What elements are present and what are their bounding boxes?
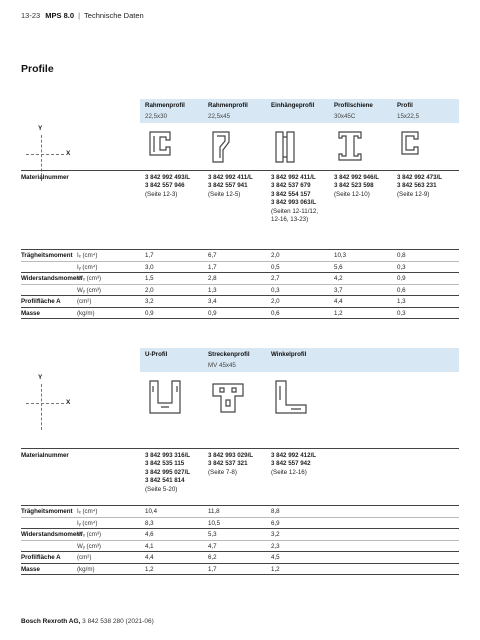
table-rule	[21, 505, 459, 506]
material-number: 3 842 557 941	[208, 182, 248, 190]
column-header: U-Profil	[145, 351, 168, 358]
axis-y-line	[41, 384, 42, 430]
page-reference: (Seite 5-20)	[145, 485, 178, 493]
page-reference: (Seite 12-10)	[334, 190, 370, 198]
column-header: Streckenprofil	[208, 351, 250, 358]
row-unit: Wᵧ (cm³)	[77, 286, 101, 294]
table-cell: 10,3	[334, 252, 347, 259]
table-cell: 1,5	[145, 275, 154, 282]
table-cell: 0,3	[397, 309, 406, 317]
table-cell: 1,7	[145, 252, 154, 259]
material-number: 3 842 992 411/L	[271, 174, 316, 181]
material-number: 3 842 535 115	[145, 460, 185, 468]
row-unit: Wᵧ (cm³)	[77, 542, 101, 550]
table-cell: 4,4	[145, 554, 154, 561]
row-label: Profilfläche A	[21, 298, 61, 305]
profile-table-1	[21, 99, 459, 319]
table-cell: 1,2	[271, 565, 280, 573]
footer-company: Bosch Rexroth AG,	[21, 618, 81, 625]
table-rule	[21, 307, 459, 308]
axis-x-label: X	[66, 150, 71, 157]
material-number-label: Materialnummer	[21, 174, 69, 181]
material-number: 3 842 993 063/L	[271, 199, 317, 207]
page-reference: (Seite 12-9)	[397, 190, 430, 198]
row-label: Profilfläche A	[21, 554, 61, 561]
table-cell: 0,3	[271, 286, 280, 294]
column-subheader: MV 45x45	[208, 362, 236, 369]
row-label: Widerstandsmoment	[21, 275, 83, 282]
material-number: 3 842 541 814	[145, 477, 185, 485]
table-cell: 6,7	[208, 252, 217, 259]
table-rule	[21, 551, 459, 552]
material-number: 3 842 537 679	[271, 182, 311, 190]
u-profile-icon	[147, 378, 183, 421]
material-number: 3 842 523 598	[334, 182, 374, 190]
table-cell: 3,2	[271, 531, 280, 538]
axis-x-label: X	[66, 399, 71, 406]
table-cell: 0,9	[145, 309, 154, 317]
table-cell: 4,1	[145, 542, 154, 550]
material-number-label: Materialnummer	[21, 452, 69, 459]
table-rule	[21, 540, 459, 541]
table-cell: 3,0	[145, 263, 154, 271]
page-reference: (Seite 7-8)	[208, 468, 237, 476]
table-cell: 4,7	[208, 542, 217, 550]
table-cell: 1,7	[208, 263, 217, 271]
table-cell: 0,8	[397, 252, 406, 259]
row-unit: (kg/m)	[77, 309, 95, 317]
hanging-profile-icon	[273, 129, 309, 172]
table-cell: 11,8	[208, 508, 220, 515]
table-cell: 2,8	[208, 275, 217, 282]
table-cell: 2,0	[271, 298, 280, 305]
axis-x-line	[26, 403, 64, 404]
material-number: 3 842 992 411/L	[208, 174, 253, 181]
table-cell: 10,5	[208, 519, 221, 527]
row-unit: (kg/m)	[77, 565, 95, 573]
table-rule	[21, 574, 459, 575]
table-cell: 3,4	[208, 298, 217, 305]
table-cell: 6,9	[271, 519, 280, 527]
page-reference: (Seite 12-3)	[145, 190, 178, 198]
profile-15x22-5-icon	[399, 129, 435, 172]
row-unit: Iᵧ (cm⁴)	[77, 263, 98, 271]
table-cell: 1,3	[208, 286, 217, 294]
page-reference: (Seite 12-5)	[208, 190, 241, 198]
axis-diagram	[21, 376, 79, 432]
table-rule	[21, 272, 459, 273]
table-rule	[21, 295, 459, 296]
axis-y-label: Y	[38, 374, 43, 381]
material-number: 3 842 554 157	[271, 190, 311, 198]
angle-profile-icon	[273, 378, 309, 421]
table-cell: 1,3	[397, 298, 406, 305]
row-unit: (cm²)	[77, 298, 92, 305]
product-name: MPS 8.0	[45, 11, 75, 20]
page-reference: 12-16, 13-23)	[271, 216, 309, 223]
table-cell: 0,6	[271, 309, 280, 317]
table-cell: 2,3	[271, 542, 280, 550]
table-rule	[21, 448, 459, 449]
header-separator: |	[78, 11, 81, 20]
table-cell: 0,9	[208, 309, 217, 317]
column-header: Profil	[397, 102, 413, 109]
table-cell: 5,3	[208, 531, 217, 538]
page-title: Profile	[21, 63, 54, 75]
page-reference: (Seite 12-16)	[271, 468, 307, 476]
table-cell: 0,6	[397, 286, 406, 294]
track-profile-icon	[210, 378, 246, 421]
table-cell: 0,9	[397, 275, 406, 282]
row-label: Trägheitsmoment	[21, 252, 73, 259]
row-unit: Iₓ (cm⁴)	[77, 508, 98, 515]
table-cell: 8,3	[145, 519, 154, 527]
page-number: 13-23	[21, 11, 41, 20]
table-cell: 4,2	[334, 275, 343, 282]
column-header: Rahmenprofil	[145, 102, 185, 109]
profile-table-2	[21, 348, 459, 578]
table-rule	[21, 170, 459, 171]
table-cell: 3,7	[334, 286, 343, 294]
table-cell: 2,0	[271, 252, 280, 259]
row-unit: (cm²)	[77, 554, 92, 561]
table-rule	[21, 249, 459, 250]
table-cell: 1,7	[208, 565, 217, 573]
material-number: 3 842 992 946/L	[334, 174, 380, 181]
table-cell: 1,2	[334, 309, 343, 317]
page-header	[21, 11, 144, 20]
table-rule	[21, 318, 459, 319]
material-number: 3 842 557 946	[145, 182, 185, 190]
column-header: Einhängeprofil	[271, 102, 315, 109]
table-cell: 8,8	[271, 508, 280, 515]
profile-rail-icon	[336, 129, 372, 172]
frame-profile-22-5x30-icon	[147, 129, 183, 172]
table-cell: 4,5	[271, 554, 280, 561]
column-subheader: 22,5x45	[208, 113, 231, 120]
page-reference: (Seiten 12-11/12,	[271, 207, 319, 215]
material-number: 3 842 993 029/L	[208, 452, 254, 459]
table-cell: 5,6	[334, 263, 343, 271]
page-footer	[21, 618, 154, 625]
table-cell: 10,4	[145, 508, 158, 515]
table-rule	[21, 517, 459, 518]
row-unit: Wₓ (cm³)	[77, 275, 102, 282]
table-rule	[21, 261, 459, 262]
material-number: 3 842 992 412/L	[271, 452, 317, 459]
material-number: 3 842 537 321	[208, 460, 248, 468]
row-unit: Iₓ (cm⁴)	[77, 252, 98, 259]
table-rule	[21, 528, 459, 529]
axis-y-label: Y	[38, 125, 43, 132]
row-unit: Wₓ (cm³)	[77, 531, 102, 538]
frame-profile-22-5x45-icon	[210, 129, 246, 172]
row-label: Trägheitsmoment	[21, 508, 73, 515]
column-subheader: 22,5x30	[145, 113, 168, 120]
material-number: 3 842 563 231	[397, 182, 437, 190]
material-number: 3 842 993 316/L	[145, 452, 191, 459]
material-number: 3 842 992 473/L	[397, 174, 443, 181]
row-label: Masse	[21, 309, 40, 317]
table-cell: 3,2	[145, 298, 154, 305]
row-unit: Iᵧ (cm⁴)	[77, 519, 98, 527]
table-rule	[21, 284, 459, 285]
row-label: Widerstandsmoment	[21, 531, 83, 538]
material-number: 3 842 995 027/L	[145, 468, 191, 476]
column-subheader: 30x45C	[334, 113, 356, 120]
column-header: Rahmenprofil	[208, 102, 248, 109]
table-cell: 0,3	[397, 263, 406, 271]
footer-document: 3 842 538 280 (2021-06)	[82, 618, 154, 625]
material-number: 3 842 557 942	[271, 460, 311, 468]
axis-x-line	[26, 154, 64, 155]
table-cell: 0,5	[271, 263, 280, 271]
table-cell: 2,0	[145, 286, 154, 294]
table-cell: 1,2	[145, 565, 154, 573]
table-cell: 4,6	[145, 531, 154, 538]
section-name: Technische Daten	[84, 11, 144, 20]
column-header: Profilschiene	[334, 102, 373, 109]
table-cell: 4,4	[334, 298, 343, 305]
material-number: 3 842 992 493/L	[145, 174, 191, 181]
table-cell: 6,2	[208, 554, 217, 561]
column-subheader: 15x22,5	[397, 113, 420, 120]
table-rule	[21, 563, 459, 564]
column-header: Winkelprofil	[271, 351, 307, 358]
row-label: Masse	[21, 565, 40, 573]
table-cell: 2,7	[271, 275, 280, 282]
